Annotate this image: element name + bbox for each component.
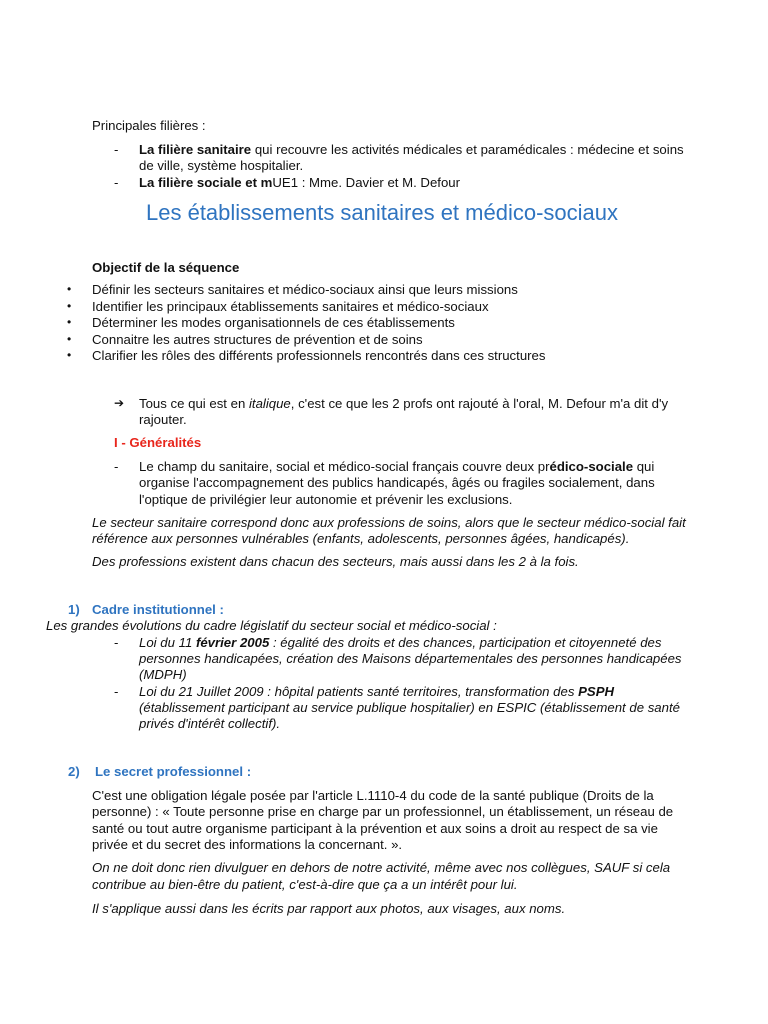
- generalites-line2: organise l'accompagnement des publics handicapés, âgés ou fragiles socialement, dans: [139, 475, 655, 490]
- dash-marker: -: [114, 684, 119, 699]
- text: qui recouvre les activités médicales et paramédicales : médecine et soins: [251, 142, 684, 157]
- secret-para-line: santé ou tout autre organisme participant à la prévention et aux soins a droit au respect de sa vie: [92, 821, 658, 836]
- law-2009-line1: [139, 683, 614, 700]
- italic-text: italique: [248, 396, 291, 411]
- text: Le champ du sanitaire, social et médico-social français couvre deux pr: [139, 459, 550, 474]
- dash-marker: -: [114, 635, 119, 650]
- italic-para-line: Le secteur sanitaire correspond donc aux professions de soins, alors que le secteur médico-social fait: [92, 515, 686, 530]
- intro-item-sanitaire-line2: de ville, système hospitalier.: [139, 158, 304, 173]
- bold-text: PSPH: [578, 684, 615, 699]
- bullet-icon: •: [67, 348, 72, 362]
- law-2009-line2: (établissement participant au service publique hospitalier) en ESPIC (établissement de santé: [139, 700, 680, 715]
- dash-marker: -: [114, 142, 119, 157]
- bullet-icon: •: [67, 282, 72, 296]
- objective-heading: Objectif de la séquence: [92, 260, 240, 275]
- secret-italic-line: contribue au bien-être du patient, c'est-à-dire que ça a un intérêt pour lui.: [92, 877, 518, 892]
- bold-text: La filière sociale et m: [139, 175, 273, 190]
- generalites-line3: l'optique de privilégier leur autonomie et prévenir les exclusions.: [139, 492, 513, 507]
- bullet-icon: •: [67, 315, 72, 329]
- cadre-intro: Les grandes évolutions du cadre législatif du secteur social et médico-social :: [46, 618, 497, 633]
- page-title: Les établissements sanitaires et médico-sociaux: [146, 200, 619, 225]
- secret-para-line: C'est une obligation légale posée par l'article L.1110-4 du code de la santé publique (Droits de la: [92, 788, 654, 803]
- italic-para-line: Des professions existent dans chacun des secteurs, mais aussi dans les 2 à la fois.: [92, 554, 579, 569]
- secret-italic-line: On ne doit donc rien divulguer en dehors de notre activité, même avec nos collègues, SAUF si cela: [92, 860, 671, 875]
- secret-para-line: privée et du secret des informations la concernant. ».: [92, 837, 403, 852]
- section-heading-cadre: Cadre institutionnel :: [92, 602, 224, 617]
- intro-item-sociale: [139, 174, 460, 191]
- text: UE1 : Mme. Davier et M. Defour: [272, 175, 461, 190]
- intro-heading: Principales filières :: [92, 118, 206, 133]
- bullet-icon: •: [67, 299, 72, 313]
- bold-text: février 2005: [195, 635, 270, 650]
- law-2005-line2: personnes handicapées, création des Maisons départementales des personnes handicapées: [139, 651, 682, 666]
- text: qui: [633, 459, 655, 474]
- bullet-icon: •: [67, 332, 72, 346]
- text: Loi du 11: [139, 635, 196, 650]
- arrow-icon: ➔: [114, 396, 125, 410]
- section-number: 1): [68, 602, 80, 617]
- bold-text: La filière sanitaire: [139, 142, 252, 157]
- italic-para-line: référence aux personnes vulnérables (enfants, adolescents, personnes âgées, handicapés).: [92, 531, 630, 546]
- objective-item: Déterminer les modes organisationnels de ces établissements: [92, 315, 455, 330]
- secret-italic-last: Il s'applique aussi dans les écrits par rapport aux photos, aux visages, aux noms.: [92, 901, 566, 916]
- law-2005-line3: (MDPH): [139, 667, 187, 682]
- text: Tous ce qui est en: [139, 396, 249, 411]
- objective-item: Clarifier les rôles des différents professionnels rencontrés dans ces structures: [92, 348, 546, 363]
- section-heading-secret: Le secret professionnel :: [95, 764, 252, 779]
- law-2005-line1: [139, 634, 661, 651]
- intro-item-sanitaire: [139, 141, 684, 158]
- law-2009-line3: privés d'intérêt collectif).: [139, 716, 281, 731]
- note-line2: rajouter.: [139, 412, 187, 427]
- objective-item: Définir les secteurs sanitaires et médico-sociaux ainsi que leurs missions: [92, 282, 518, 297]
- text: Loi du 21 Juillet 2009 : hôpital patients santé territoires, transformation des: [139, 684, 579, 699]
- objective-item: Connaitre les autres structures de prévention et de soins: [92, 332, 423, 347]
- text: , c'est ce que les 2 profs ont rajouté à l'oral, M. Defour m'a dit d'y: [290, 396, 669, 411]
- dash-marker: -: [114, 459, 119, 474]
- bold-text: édico-sociale: [549, 459, 634, 474]
- section-number: 2): [68, 764, 80, 779]
- generalites-line1: [139, 458, 654, 475]
- objective-item: Identifier les principaux établissements sanitaires et médico-sociaux: [92, 299, 489, 314]
- dash-marker: -: [114, 175, 119, 190]
- secret-para-line: personne) : « Toute personne prise en charge par un professionnel, un établissement, un réseau de: [92, 804, 674, 819]
- text: : égalité des droits et des chances, participation et citoyenneté des: [269, 635, 662, 650]
- section-heading-generalites: I - Généralités: [114, 435, 202, 450]
- note-line1: [139, 395, 668, 412]
